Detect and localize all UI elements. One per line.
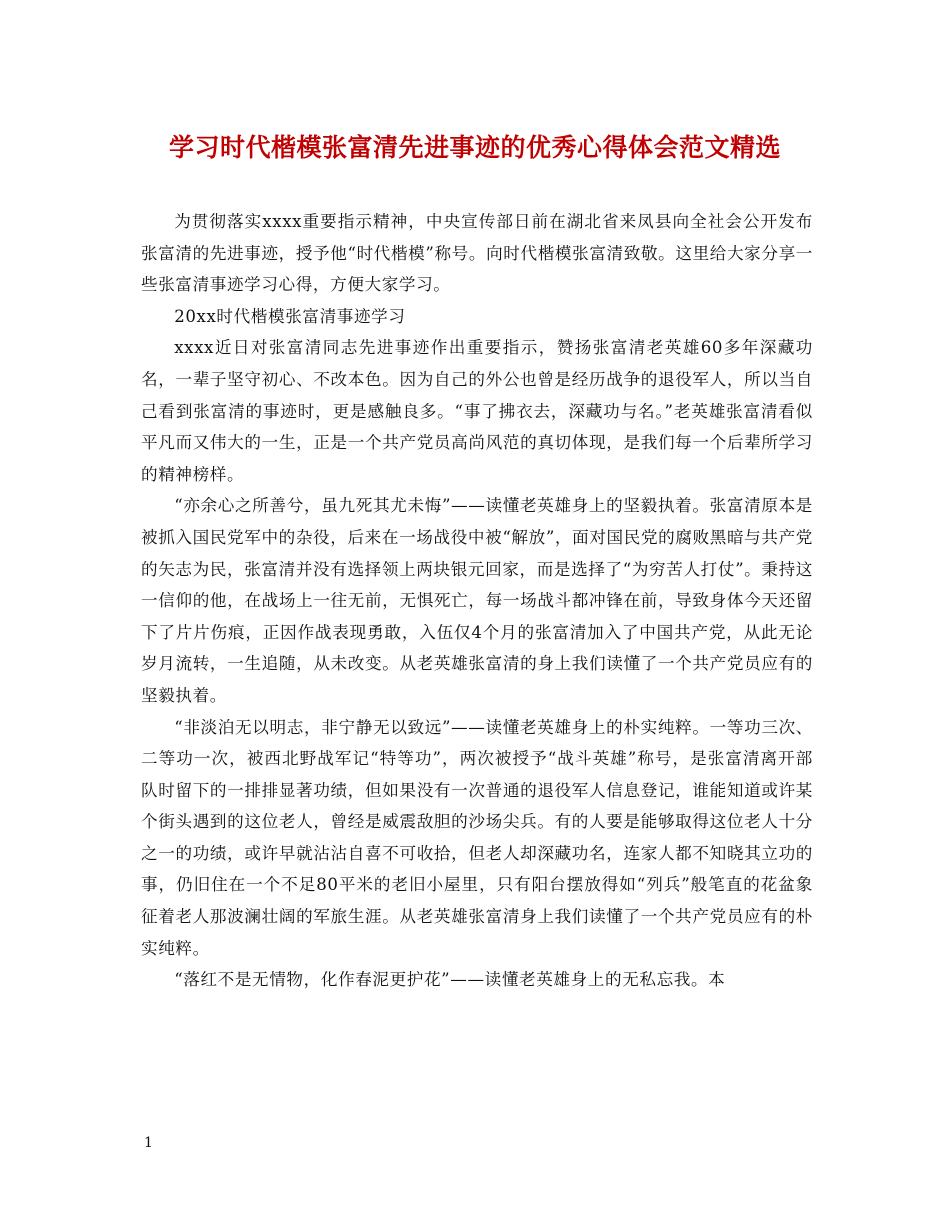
paragraph-perseverance: “亦余心之所善兮，虽九死其尤未悔”——读懂老英雄身上的坚毅执着。张富清原本是被抓入国民党军中的杂役，后来在一场战役中被“解放”，面对国民党的腐败黑暗与共产党的矢志为民，张富清并没有选择领上两块银元回家，而是选择了“为穷苦人打仗”。秉持这一信仰的他，在战场上一往无前，无惧死亡，每一场战斗都冲锋在前，导致身体今天还留下了片片伤痕，正因作战表现勇敢，入伍仅4个月的张富清加入了中国共产党，从此无论岁月流转，一生追随，从未改变。从老英雄张富清的身上我们读懂了一个共产党员应有的坚毅执着。	[141, 496, 813, 705]
paragraph-selflessness: “落红不是无情物，化作春泥更护花”——读懂老英雄身上的无私忘我。本	[174, 970, 726, 990]
document-body	[141, 206, 813, 996]
paragraph-instruction: xxxx近日对张富清同志先进事迹作出重要指示，赞扬张富清老英雄60多年深藏功名，一辈子坚守初心、不改本色。因为自己的外公也曾是经历战争的退役军人，所以当自己看到张富清的事迹时，更是感触良多。“事了拂衣去，深藏功与名。”老英雄张富清看似平凡而又伟大的一生，正是一个共产党员高尚风范的真切体现，是我们每一个后辈所学习的精神榜样。	[141, 338, 813, 484]
paragraph-intro: 为贯彻落实xxxx重要指示精神，中央宣传部日前在湖北省来凤县向全社会公开发布张富清的先进事迹，授予他“时代楷模”称号。向时代楷模张富清致敬。这里给大家分享一些张富清事迹学习心得，方便大家学习。	[141, 212, 813, 295]
document-title: 学习时代楷模张富清先进事迹的优秀心得体会范文精选	[168, 133, 781, 162]
page-number: 1	[144, 1135, 153, 1151]
paragraph-subheading: 20xx时代楷模张富清事迹学习	[174, 306, 406, 326]
paragraph-simplicity: “非淡泊无以明志，非宁静无以致远”——读懂老英雄身上的朴实纯粹。一等功三次、二等功一次，被西北野战军记“特等功”，两次被授予“战斗英雄”称号，是张富清离开部队时留下的一排排显著功绩，但如果没有一次普通的退役军人信息登记，谁能知道或许某个街头遇到的这位老人，曾经是威震敌胆的沙场尖兵。有的人要是能够取得这位老人十分之一的功绩，或许早就沾沾自喜不可收拾，但老人却深藏功名，连家人都不知晓其立功的事，仍旧住在一个不足80平米的老旧小屋里，只有阳台摆放得如“列兵”般笔直的花盆象征着老人那波澜壮阔的军旅生涯。从老英雄张富清身上我们读懂了一个共产党员应有的朴实纯粹。	[141, 717, 813, 958]
